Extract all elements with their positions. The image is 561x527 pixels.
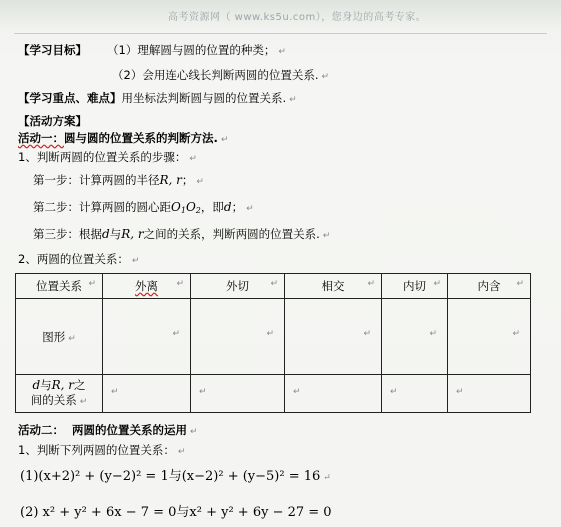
paragraph-mark: ↵ [390,387,398,397]
activity2-title [18,423,198,439]
table-header-cell [103,274,191,299]
paragraph-mark: ↵ [278,47,286,57]
step2-sub1: 1 [180,206,186,215]
header-position-relation: 位置关系 [36,279,82,293]
activity2-title-a: 活动二： [18,423,64,437]
activity2-title-b: 两圆的位置关系的运用 [72,423,187,437]
table-header-cell [285,274,382,299]
paragraph-mark: ↵ [196,177,204,187]
step2-d: d [223,200,232,214]
activity2-question [18,443,185,459]
position-relation-table [15,273,531,413]
activity1-step3 [33,227,330,243]
table-cell[interactable] [191,299,285,375]
step-heading-text: 1、判断两圆的位置关系的步骤： [18,150,187,164]
equation-1-text: (1)(x+2)² + (y−2)² = 1与(x−2)² + (y−5)² = 16 [20,469,321,484]
paragraph-mark: ↵ [367,279,375,289]
paragraph-mark: ↵ [363,329,371,339]
focus-label: 【学习重点、难点】 [18,91,122,105]
table-cell[interactable] [285,375,382,413]
paragraph-mark: ↵ [289,95,297,105]
equation-1 [20,470,331,485]
step2-post: ； [231,200,244,214]
table-row-figure [16,299,531,375]
paragraph-mark: ↵ [433,279,441,289]
table-cell[interactable] [448,375,531,413]
step2-text: 第二步：计算两圆的圆心距 [33,200,171,214]
paragraph-mark: ↵ [322,231,331,241]
goals-item-2: （2）会用连心线长判断两圆的位置关系. [112,68,319,82]
paragraph-mark: ↵ [199,387,207,397]
table-cell[interactable] [448,299,531,375]
row-label-relation-line1 [16,378,102,393]
paragraph-mark: ↵ [293,387,301,397]
paragraph-mark: ↵ [266,329,274,339]
step3-rr: R, r [121,227,144,241]
paragraph-mark: ↵ [88,279,96,289]
paragraph-mark: ↵ [321,72,330,82]
table-cell[interactable] [191,375,285,413]
paragraph-mark: ↵ [131,256,140,266]
paragraph-mark: ↵ [190,427,198,437]
equation-2-text: (2) x² + y² + 6x − 7 = 0与x² + y² + 6y − 27 = 0 [20,505,332,520]
activity1-step-heading [18,150,197,166]
row-label-figure: 图形 [42,329,66,344]
row-label-mid: 与 [40,377,52,392]
header-divider [14,33,547,34]
step3-post: 之间的关系，判断两圆的位置关系. [143,227,320,241]
header-internal-tangent: 内切 [403,279,426,293]
step3-mid: 与 [109,227,122,241]
activity1-title-a: 活动一： [18,131,64,145]
table-header-cell [16,274,103,299]
equation-2 [20,506,332,520]
table-cell[interactable] [382,299,448,375]
paragraph-mark: ↵ [323,473,331,483]
activity1-title-b: 圆与圆的位置关系的判断方法. [64,131,218,145]
paragraph-mark: ↵ [270,279,278,289]
header-intersect: 相交 [321,279,345,293]
goals-line-2 [112,68,329,84]
row-label-end: 之 [74,377,86,392]
focus-line [18,91,297,107]
paragraph-mark: ↵ [172,329,180,339]
table-cell[interactable] [382,375,448,413]
table-cell[interactable] [285,299,382,375]
step3-text: 第三步：根据 [33,227,102,241]
plan-line [18,114,87,128]
table-row-label [16,375,103,413]
header-external-tangent: 外切 [226,279,249,293]
step2-mid: ，即 [200,200,224,214]
paragraph-mark: ↵ [68,333,76,344]
row-label-rr: R, r [51,377,75,392]
step1-text: 第一步：计算两圆的半径 [33,173,160,187]
goals-label: 【学习目标】 [18,43,87,57]
paragraph-mark: ↵ [429,329,437,339]
row-label-relation-line2 [16,393,102,410]
table-header-cell [382,274,448,299]
activity1-step1 [33,173,204,189]
relation-heading-text: 2、两圆的位置关系： [18,252,129,266]
table-header-cell [448,274,531,299]
step1-math: R, r [159,173,182,187]
step2-o1: O [171,200,181,214]
goals-line-1 [18,43,286,59]
step1-post: ； [181,173,194,187]
relation-heading [18,252,139,268]
paragraph-mark: ↵ [516,279,524,289]
focus-text: 用坐标法判断圆与圆的位置关系. [121,91,287,105]
paragraph-mark: ↵ [220,135,229,145]
paragraph-mark: ↵ [246,204,254,214]
activity1-step2 [33,200,254,218]
header-external-separate: 外离 [135,279,158,293]
table-header-row [16,274,531,299]
row-label-line2-text: 间的关系 [30,392,77,407]
table-row-label [16,299,103,375]
step2-o2: O [185,200,196,214]
paragraph-mark: ↵ [79,396,88,407]
table-cell[interactable] [103,299,191,375]
paragraph-mark: ↵ [111,387,119,397]
paragraph-mark: ↵ [456,387,464,397]
paragraph-mark: ↵ [189,154,197,164]
paragraph-mark: ↵ [177,447,186,457]
step2-sub2: 2 [195,206,201,215]
goals-item-1: （1）理解圆与圆的位置的种类； [107,43,276,57]
paragraph-mark: ↵ [512,329,520,339]
table-cell[interactable] [103,375,191,413]
question-text: 1、判断下列两圆的位置关系： [18,443,175,457]
header-contained: 内含 [477,279,501,293]
table-row-relation [16,375,531,413]
paragraph-mark: ↵ [176,279,184,289]
row-label-d: d [32,377,41,392]
plan-label: 【活动方案】 [18,114,87,128]
activity1-title [18,131,228,147]
table-header-cell [191,274,285,299]
header-watermark-text: 高考资源网（ www.ks5u.com），您身边的高考专家。 [168,12,427,23]
step3-d: d [102,227,110,241]
